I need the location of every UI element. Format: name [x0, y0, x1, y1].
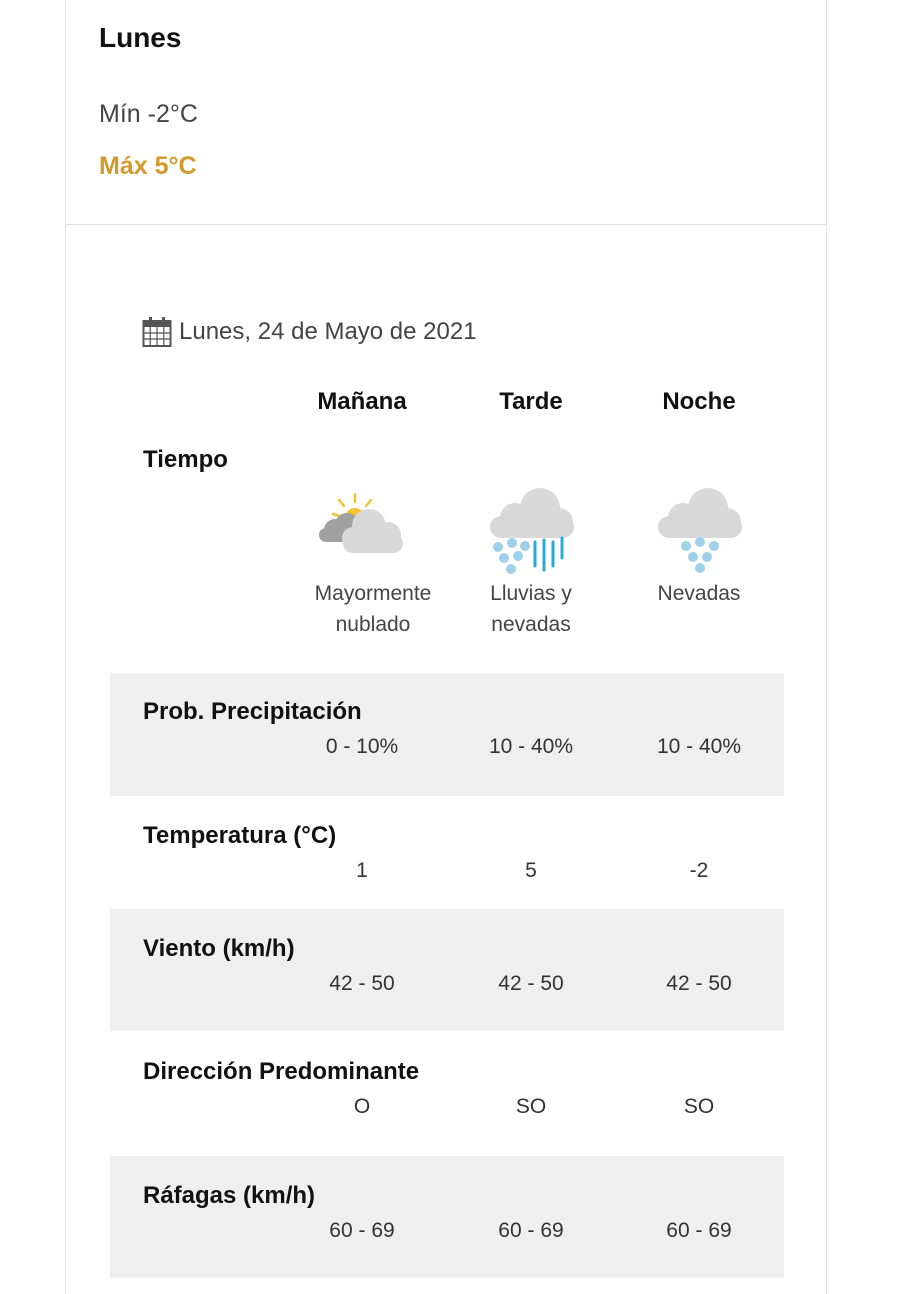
wind-manana: 42 - 50	[329, 972, 395, 995]
direction-label: Dirección Predominante	[143, 1058, 420, 1085]
wind-label: Viento (km/h)	[143, 935, 295, 962]
precipitation-noche: 10 - 40%	[656, 735, 742, 758]
temperature-noche: -2	[689, 859, 709, 882]
header-manana: Mañana	[317, 388, 407, 415]
day-title: Lunes	[99, 22, 182, 53]
row-precipitation	[110, 673, 784, 796]
wind-noche: 42 - 50	[666, 972, 732, 995]
row-wind	[110, 909, 784, 1031]
max-temperature: Máx 5°C	[99, 152, 197, 180]
rain-snow-icon	[482, 480, 582, 575]
condition-tarde-line1: Lluvias y	[490, 582, 572, 605]
tiempo-label: Tiempo	[143, 446, 228, 473]
row-temperature	[110, 796, 784, 909]
condition-manana-line1: Mayormente	[314, 582, 432, 605]
precipitation-label: Prob. Precipitación	[143, 698, 362, 725]
precipitation-tarde: 10 - 40%	[488, 735, 574, 758]
header-tarde: Tarde	[499, 388, 563, 415]
direction-noche: SO	[683, 1095, 715, 1118]
condition-manana	[288, 578, 458, 640]
forecast-card	[65, 0, 827, 1294]
row-gusts	[110, 1156, 784, 1278]
condition-noche	[614, 578, 784, 609]
wind-tarde: 42 - 50	[498, 972, 564, 995]
forecast-date	[142, 314, 477, 350]
snow-icon	[650, 480, 750, 575]
day-summary[interactable]	[66, 0, 826, 225]
precipitation-manana: 0 - 10%	[325, 735, 399, 758]
gusts-tarde: 60 - 69	[498, 1219, 564, 1242]
date-text: Lunes, 24 de Mayo de 2021	[179, 318, 477, 345]
condition-tarde-line2: nevadas	[491, 613, 571, 636]
gusts-manana: 60 - 69	[329, 1219, 395, 1242]
gusts-noche: 60 - 69	[666, 1219, 732, 1242]
direction-manana: O	[353, 1095, 371, 1118]
header-noche: Noche	[662, 388, 736, 415]
condition-noche-line1: Nevadas	[657, 582, 741, 605]
condition-tarde	[446, 578, 616, 640]
gusts-label: Ráfagas (km/h)	[143, 1182, 316, 1209]
row-direction	[110, 1031, 784, 1156]
calendar-icon	[142, 316, 172, 348]
direction-tarde: SO	[515, 1095, 547, 1118]
temperature-manana: 1	[356, 859, 368, 882]
temperature-label: Temperatura (°C)	[143, 822, 337, 849]
temperature-tarde: 5	[525, 859, 537, 882]
condition-manana-line2: nublado	[335, 613, 411, 636]
partly-cloudy-icon	[313, 480, 413, 575]
min-temperature: Mín -2°C	[99, 100, 198, 128]
